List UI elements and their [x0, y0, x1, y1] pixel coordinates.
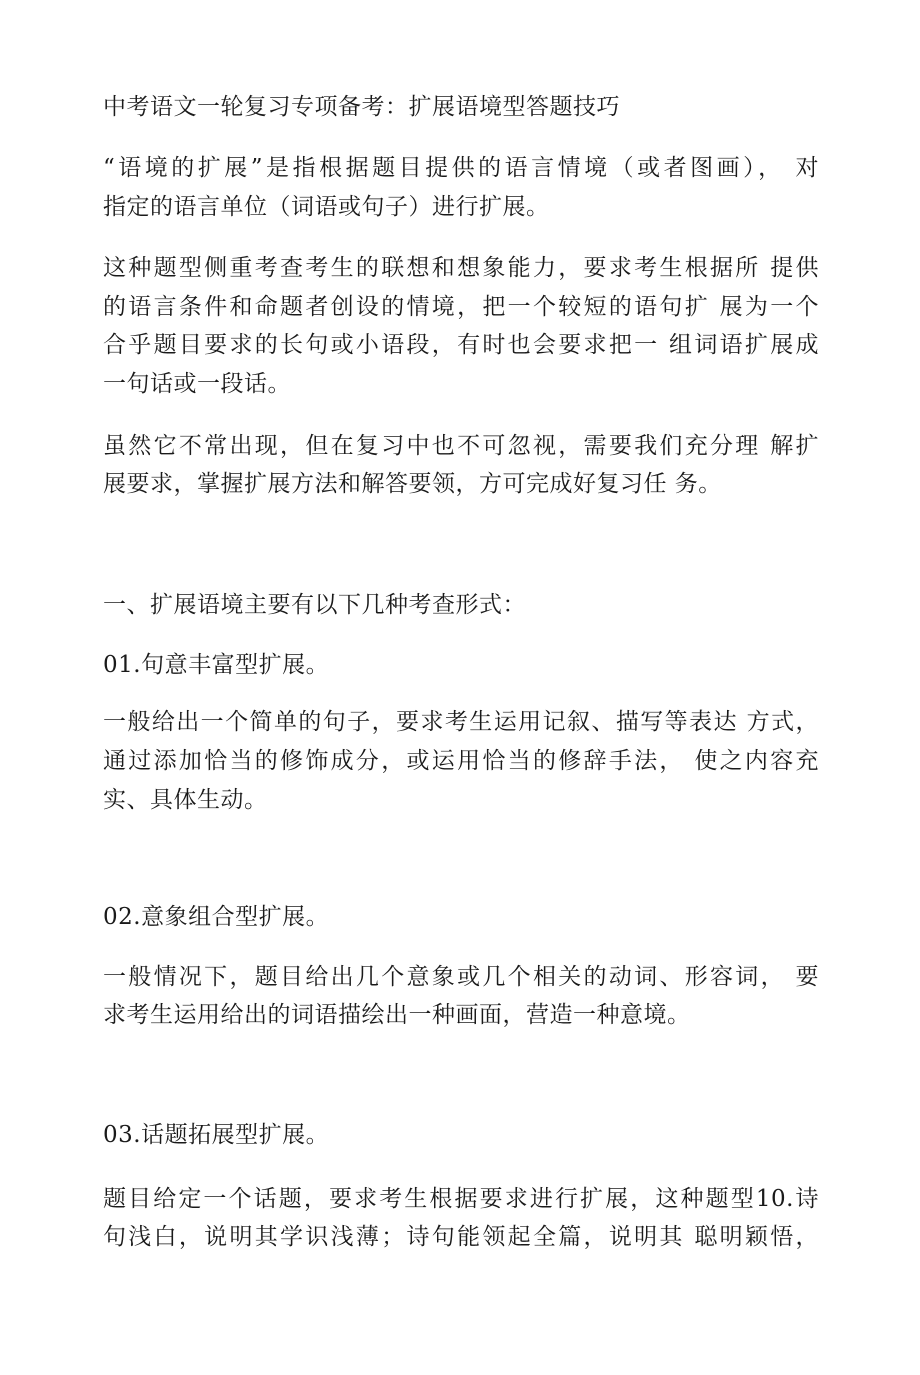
para2-line-3: 合乎题目要求的长句或小语段，有时也会要求把一 组词语扩展成	[103, 332, 819, 358]
item03-heading: 03.话题拓展型扩展。	[103, 1122, 330, 1148]
item03-line-2: 句浅白，说明其学识浅薄；诗句能领起全篇，说明其 聪明颖悟，	[103, 1224, 819, 1250]
para2-line-2: 的语言条件和命题者创设的情境，把一个较短的语句扩 展为一个	[103, 294, 819, 320]
item01-line-3: 实、具体生动。	[103, 787, 268, 813]
para3-line-1: 虽然它不常出现，但在复习中也不可忽视，需要我们充分理 解扩	[103, 433, 819, 459]
item01-line-1: 一般给出一个简单的句子，要求考生运用记叙、描写等表达 方式，	[103, 709, 819, 735]
intro-line-1: “语境的扩展”是指根据题目提供的语言情境（或者图画）， 对	[103, 155, 819, 181]
item02-line-1: 一般情况下，题目给出几个意象或几个相关的动词、形容词， 要	[103, 964, 819, 990]
item01-line-2: 通过添加恰当的修饰成分，或运用恰当的修辞手法， 使之内容充	[103, 748, 819, 774]
intro-line-2: 指定的语言单位（词语或句子）进行扩展。	[103, 194, 550, 220]
document-title: 中考语文一轮复习专项备考：扩展语境型答题技巧	[103, 94, 620, 120]
item03-line-1: 题目给定一个话题，要求考生根据要求进行扩展，这种题型10.诗	[103, 1186, 819, 1212]
item02-line-2: 求考生运用给出的词语描绘出一种画面，营造一种意境。	[103, 1002, 691, 1028]
para2-line-1: 这种题型侧重考查考生的联想和想象能力，要求考生根据所 提供	[103, 255, 819, 281]
para2-line-4: 一句话或一段话。	[103, 371, 291, 397]
para3-line-2: 展要求，掌握扩展方法和解答要领，方可完成好复习任 务。	[103, 471, 722, 497]
item02-heading: 02.意象组合型扩展。	[103, 904, 330, 930]
section1-heading: 一、扩展语境主要有以下几种考查形式：	[103, 592, 526, 618]
item01-heading: 01.句意丰富型扩展。	[103, 652, 330, 678]
